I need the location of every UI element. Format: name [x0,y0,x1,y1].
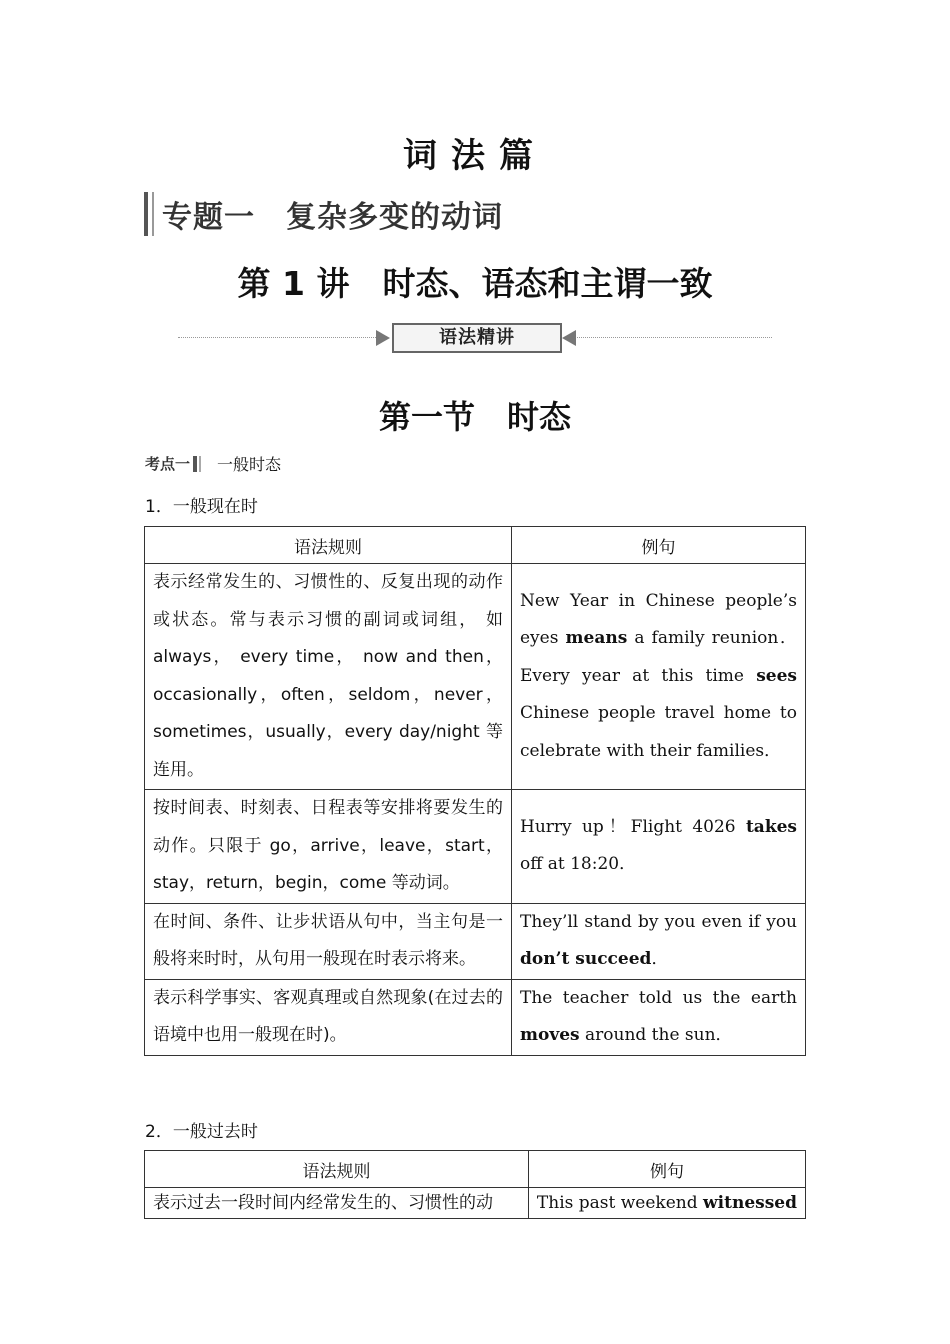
example-verb: don’t succeed [520,949,652,969]
banner-arrow-right-icon [562,330,576,346]
part-title: 词法篇 [403,136,547,176]
header-example: 例句 [528,1151,805,1188]
section-title: 第一节 时态 [378,398,571,436]
table-header-row [145,527,806,564]
example-text: New Year in Chinese people’s eyes [520,590,797,649]
lecture-title: 第 1 讲 时态、语态和主谓一致 [237,264,713,303]
rule-cell: 表示经常发生的、习惯性的、反复出现的动作或状态。常与表示习惯的副词或词组， 如 always， every time， now and then，occasionally，often，seldom，never，sometimes，usually，every day/night 等连用。 [145,564,512,790]
table-row [145,790,806,904]
table-row [145,979,806,1055]
section-banner [376,322,576,352]
example-verb: means [565,628,628,649]
simple-present-table [144,526,806,1056]
example-text: off at 18:20． [520,854,637,875]
example-cell [528,1188,805,1219]
example-cell [512,979,806,1055]
example-text: around the sun． [579,1025,733,1045]
example-verb: sees [756,665,797,686]
topic-bar-decoration [144,192,148,236]
banner-divider-right [574,337,772,338]
rule-cell: 按时间表、时刻表、日程表等安排将要发生的动作。只限于 go，arrive，leave，start，stay，return，begin，come 等动词。 [145,790,512,904]
example-text: Hurry up！Flight 4026 [520,816,746,837]
keypoint-label: 考点一 [145,455,191,473]
keypoint-marker-icon [193,456,197,472]
example-text: Chinese people travel home to celebrate with their families． [520,703,797,761]
table-row [145,903,806,979]
example-text: a family reunion． Every year at this time [520,628,797,686]
rule-cell: 表示科学事实、客观真理或自然现象(在过去的语境中也用一般现在时)。 [145,979,512,1055]
subheading-simple-present: 1．一般现在时 [145,497,258,517]
banner-divider-left [178,337,378,338]
simple-past-table [144,1150,806,1219]
table-row [145,1188,806,1219]
topic-heading [144,192,503,236]
header-example: 例句 [512,527,806,564]
example-cell [512,903,806,979]
rule-cell: 表示过去一段时间内经常发生的、习惯性的动 [145,1188,529,1219]
topic-title: 专题一 复杂多变的动词 [162,200,503,235]
rule-cell: 在时间、条件、让步状语从句中，当主句是一般将来时时，从句用一般现在时表示将来。 [145,903,512,979]
banner-arrow-left-icon [376,330,390,346]
keypoint-text: 一般时态 [217,455,282,474]
example-text: This past weekend [536,1193,704,1213]
example-verb: witnessed [703,1193,797,1213]
header-rule: 语法规则 [145,1151,529,1188]
example-text: They’ll stand by you even if you [520,911,797,932]
keypoint-marker-thin [199,456,201,472]
example-cell [512,564,806,790]
header-rule: 语法规则 [145,527,512,564]
example-verb: takes [745,816,797,837]
banner-label: 语法精讲 [392,323,562,353]
topic-bar-decoration-thin [152,192,154,236]
table-row [145,564,806,790]
example-verb: moves [520,1025,580,1045]
example-text: ． [651,949,669,969]
keypoint-heading [145,452,281,475]
table-header-row [145,1151,806,1188]
example-cell [512,790,806,904]
example-text: The teacher told us the earth [520,987,797,1008]
subheading-simple-past: 2．一般过去时 [145,1122,258,1142]
